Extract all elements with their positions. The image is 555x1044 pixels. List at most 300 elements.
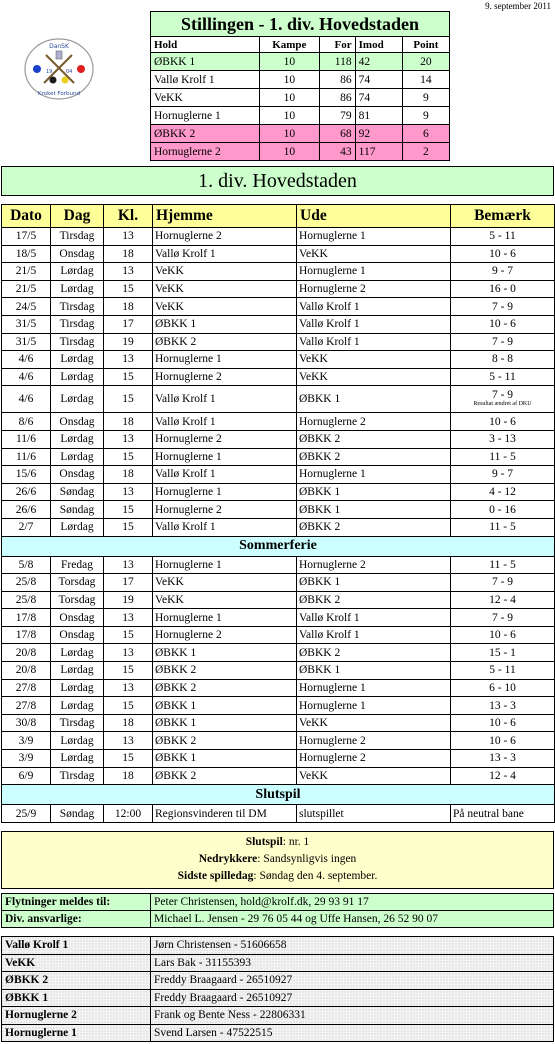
match-date: 11/6: [2, 448, 51, 466]
match-day: Lørdag: [51, 368, 104, 386]
match-result: 9 - 7: [451, 466, 555, 484]
standings-header-row: [151, 37, 450, 53]
match-home: ØBKK 1: [153, 697, 297, 715]
table-row: [2, 386, 555, 413]
match-time: 13: [104, 263, 153, 281]
match-away: ØBKK 1: [297, 501, 451, 519]
match-day: Lørdag: [51, 386, 104, 413]
contact-row: [2, 911, 554, 928]
match-date: 8/6: [2, 413, 51, 431]
match-time: 15: [104, 750, 153, 768]
match-date: 11/6: [2, 430, 51, 448]
match-result: 10 - 6: [451, 714, 555, 732]
match-result: 6 - 10: [451, 679, 555, 697]
match-time: 18: [104, 767, 153, 785]
info-sidste-value: : Søndag den 4. september.: [253, 870, 378, 882]
match-day: Tirsdag: [51, 714, 104, 732]
points-for: 118: [320, 53, 355, 71]
match-date: 20/8: [2, 644, 51, 662]
match-time: 15: [104, 501, 153, 519]
match-away: VeKK: [297, 351, 451, 369]
league-points: 9: [402, 89, 449, 107]
summer-break-label: Sommerferie: [2, 536, 555, 556]
match-away: ØBKK 1: [297, 574, 451, 592]
match-away: VeKK: [297, 245, 451, 263]
logo-year-right: 04: [66, 69, 73, 75]
match-home: Vallø Krolf 1: [153, 518, 297, 536]
logo-year-left: 19: [46, 69, 53, 75]
match-result: 7 - 9: [451, 574, 555, 592]
match-home: Hornuglerne 2: [153, 430, 297, 448]
logo-bottom-text: Kroket Forbund: [38, 91, 80, 97]
table-row: [2, 263, 555, 281]
team-contact: Lars Bak - 31155393: [151, 954, 554, 972]
match-home: VeKK: [153, 280, 297, 298]
table-row: [2, 591, 555, 609]
points-for: 86: [320, 71, 355, 89]
match-away: Hornuglerne 1: [297, 228, 451, 246]
match-away: Vallø Krolf 1: [297, 609, 451, 627]
logo-ball-blue: [33, 65, 41, 73]
match-day: Onsdag: [51, 466, 104, 484]
info-sidste-label: Sidste spilledag: [177, 870, 254, 882]
match-away: Vallø Krolf 1: [297, 315, 451, 333]
match-date: 5/8: [2, 556, 51, 574]
match-date: 27/8: [2, 679, 51, 697]
standings-row: [151, 53, 450, 71]
match-away: VeKK: [297, 368, 451, 386]
match-result: 7 - 9: [491, 389, 514, 402]
match-result: 11 - 5: [451, 448, 555, 466]
team-name: ØBKK 1: [2, 989, 151, 1007]
table-row: [2, 466, 555, 484]
table-row: [2, 574, 555, 592]
match-home: Hornuglerne 2: [153, 368, 297, 386]
match-result: 9 - 7: [451, 263, 555, 281]
match-note: På neutral bane: [451, 805, 555, 823]
match-date: 6/9: [2, 767, 51, 785]
match-result: 15 - 1: [451, 644, 555, 662]
match-away: ØBKK 1: [297, 386, 451, 413]
match-away: Hornuglerne 2: [297, 280, 451, 298]
standings-row: [151, 143, 450, 161]
match-day: Lørdag: [51, 430, 104, 448]
match-away: Hornuglerne 2: [297, 413, 451, 431]
standings-row: [151, 89, 450, 107]
match-home: ØBKK 2: [153, 767, 297, 785]
league-points: 20: [402, 53, 449, 71]
match-day: Lørdag: [51, 518, 104, 536]
contact-table: [1, 893, 554, 928]
team-name: Vallø Krolf 1: [151, 71, 260, 89]
match-date: 25/9: [2, 805, 51, 823]
match-date: 4/6: [2, 386, 51, 413]
match-result: 7 - 9: [451, 333, 555, 351]
info-slutspil-value: : nr. 1: [282, 836, 310, 848]
match-date: 24/5: [2, 298, 51, 316]
league-points: 9: [402, 107, 449, 125]
match-home: ØBKK 1: [153, 315, 297, 333]
match-home: Vallø Krolf 1: [153, 245, 297, 263]
header-point: Point: [402, 37, 449, 53]
points-against: 92: [355, 125, 402, 143]
standings-row: [151, 71, 450, 89]
standings-title: Stillingen - 1. div. Hovedstaden: [151, 12, 450, 37]
match-time: 15: [104, 280, 153, 298]
match-away: slutspillet: [297, 805, 451, 823]
match-result: 0 - 16: [451, 501, 555, 519]
match-day: Lørdag: [51, 697, 104, 715]
match-date: 17/8: [2, 609, 51, 627]
info-nedrykkere-label: Nedrykkere: [198, 853, 258, 865]
team-name: Vallø Krolf 1: [2, 937, 151, 955]
match-date: 17/5: [2, 228, 51, 246]
match-day: Tirsdag: [51, 298, 104, 316]
match-time: 15: [104, 448, 153, 466]
match-result: 11 - 5: [451, 518, 555, 536]
header-dato: Dato: [2, 205, 51, 228]
match-time: 13: [104, 430, 153, 448]
match-home: ØBKK 2: [153, 679, 297, 697]
header-for: For: [320, 37, 355, 53]
table-row: [2, 368, 555, 386]
team-contact: Freddy Braagaard - 26510927: [151, 989, 554, 1007]
match-day: Tirsdag: [51, 228, 104, 246]
table-row: [2, 315, 555, 333]
contact-label: Flytninger meldes til:: [2, 894, 151, 911]
match-away: ØBKK 1: [297, 483, 451, 501]
match-result: 11 - 5: [451, 556, 555, 574]
match-date: 4/6: [2, 368, 51, 386]
match-home: ØBKK 2: [153, 662, 297, 680]
match-day: Lørdag: [51, 448, 104, 466]
match-day: Onsdag: [51, 609, 104, 627]
info-sidste: [2, 868, 553, 885]
match-home: Hornuglerne 1: [153, 483, 297, 501]
schedule-table: [1, 204, 555, 823]
match-time: 19: [104, 333, 153, 351]
match-result: 10 - 6: [451, 413, 555, 431]
match-away: Hornuglerne 1: [297, 466, 451, 484]
match-result: 7 - 9: [451, 609, 555, 627]
table-row: [2, 679, 555, 697]
match-time: 15: [104, 518, 153, 536]
games-played: 10: [259, 143, 320, 161]
match-away: ØBKK 2: [297, 430, 451, 448]
match-date: 26/6: [2, 501, 51, 519]
match-date: 17/8: [2, 626, 51, 644]
points-against: 74: [355, 71, 402, 89]
match-home: ØBKK 1: [153, 644, 297, 662]
team-name: Hornuglerne 1: [2, 1024, 151, 1042]
match-time: 15: [104, 697, 153, 715]
standings-body: [151, 53, 450, 161]
match-away: ØBKK 2: [297, 591, 451, 609]
team-contact: Jørn Christensen - 51606658: [151, 937, 554, 955]
match-result: 4 - 12: [451, 483, 555, 501]
match-away: Hornuglerne 2: [297, 750, 451, 768]
match-date: 26/6: [2, 483, 51, 501]
match-result: 5 - 11: [451, 228, 555, 246]
team-contact-row: [2, 1007, 554, 1025]
match-away: Hornuglerne 2: [297, 556, 451, 574]
match-away: VeKK: [297, 714, 451, 732]
match-result: 13 - 3: [451, 750, 555, 768]
match-result: 8 - 8: [451, 351, 555, 369]
match-home: VeKK: [153, 591, 297, 609]
match-day: Lørdag: [51, 732, 104, 750]
league-points: 6: [402, 125, 449, 143]
schedule-part-3: [2, 556, 555, 785]
match-day: Lørdag: [51, 644, 104, 662]
match-result: 12 - 4: [451, 767, 555, 785]
playoff-match-row: [2, 805, 555, 823]
match-time: 18: [104, 298, 153, 316]
match-away: VeKK: [297, 767, 451, 785]
contact-row: [2, 894, 554, 911]
team-name: VeKK: [2, 954, 151, 972]
table-row: [2, 245, 555, 263]
logo-top-text: DanSK: [49, 43, 69, 50]
match-away: Vallø Krolf 1: [297, 626, 451, 644]
match-time: 15: [104, 386, 153, 413]
match-away: Vallø Krolf 1: [297, 298, 451, 316]
points-against: 74: [355, 89, 402, 107]
match-time: 17: [104, 574, 153, 592]
match-away: Vallø Krolf 1: [297, 333, 451, 351]
match-away: ØBKK 1: [297, 662, 451, 680]
match-day: Søndag: [51, 805, 104, 823]
match-away: Hornuglerne 1: [297, 679, 451, 697]
match-time: 13: [104, 644, 153, 662]
team-contact-row: [2, 937, 554, 955]
team-name: Hornuglerne 2: [151, 143, 260, 161]
summer-break-row: [2, 536, 555, 556]
table-row: [2, 750, 555, 768]
team-contact: Svend Larsen - 47522515: [151, 1024, 554, 1042]
table-row: [2, 333, 555, 351]
team-contact-row: [2, 972, 554, 990]
team-name: Hornuglerne 2: [2, 1007, 151, 1025]
header-bemaerk: Bemærk: [451, 205, 555, 228]
match-result: 12 - 4: [451, 591, 555, 609]
match-result-cell: [451, 386, 555, 413]
match-home: Vallø Krolf 1: [153, 413, 297, 431]
match-date: 18/5: [2, 245, 51, 263]
match-time: 18: [104, 714, 153, 732]
league-points: 14: [402, 71, 449, 89]
contact-value: Michael L. Jensen - 29 76 05 44 og Uffe Hansen, 26 52 90 07: [151, 911, 554, 928]
match-date: 2/7: [2, 518, 51, 536]
header-kampe: Kampe: [259, 37, 320, 53]
header-imod: Imod: [355, 37, 402, 53]
standings-row: [151, 107, 450, 125]
match-date: 21/5: [2, 263, 51, 281]
match-time: 19: [104, 591, 153, 609]
match-time: 13: [104, 351, 153, 369]
match-home: ØBKK 1: [153, 714, 297, 732]
match-day: Lørdag: [51, 662, 104, 680]
match-date: 25/8: [2, 591, 51, 609]
games-played: 10: [259, 89, 320, 107]
info-slutspil: [2, 834, 553, 851]
table-row: [2, 518, 555, 536]
table-row: [2, 697, 555, 715]
match-day: Lørdag: [51, 351, 104, 369]
match-away: Hornuglerne 1: [297, 263, 451, 281]
header-hjemme: Hjemme: [153, 205, 297, 228]
header-ude: Ude: [297, 205, 451, 228]
match-date: 31/5: [2, 333, 51, 351]
match-home: Regionsvinderen til DM: [153, 805, 297, 823]
match-date: 31/5: [2, 315, 51, 333]
match-time: 13: [104, 556, 153, 574]
table-row: [2, 298, 555, 316]
match-time: 17: [104, 315, 153, 333]
match-day: Søndag: [51, 501, 104, 519]
schedule-part-1: [2, 228, 555, 386]
match-home: Hornuglerne 1: [153, 556, 297, 574]
match-result: 10 - 6: [451, 732, 555, 750]
team-name: ØBKK 1: [151, 53, 260, 71]
team-contacts-body: [2, 937, 554, 1042]
match-date: 4/6: [2, 351, 51, 369]
match-away: ØBKK 2: [297, 644, 451, 662]
header-hold: Hold: [151, 37, 260, 53]
info-nedrykkere: [2, 851, 553, 868]
match-home: VeKK: [153, 298, 297, 316]
games-played: 10: [259, 71, 320, 89]
match-result: 3 - 13: [451, 430, 555, 448]
table-row: [2, 626, 555, 644]
points-for: 86: [320, 89, 355, 107]
match-time: 18: [104, 413, 153, 431]
match-date: 21/5: [2, 280, 51, 298]
match-away: Hornuglerne 2: [297, 732, 451, 750]
match-home: Hornuglerne 1: [153, 351, 297, 369]
games-played: 10: [259, 53, 320, 71]
table-row: [2, 644, 555, 662]
match-day: Lørdag: [51, 263, 104, 281]
match-date: 3/9: [2, 732, 51, 750]
match-date: 15/6: [2, 466, 51, 484]
table-row: [2, 609, 555, 627]
result-note: Resultat ændret af DKU: [473, 401, 532, 408]
standings-table: [150, 11, 450, 161]
playoff-row: [2, 785, 555, 805]
table-row: [2, 280, 555, 298]
table-row: [2, 351, 555, 369]
match-time: 12:00: [104, 805, 153, 823]
contact-label: Div. ansvarlige:: [2, 911, 151, 928]
contact-value: Peter Christensen, hold@krolf.dk, 29 93 91 17: [151, 894, 554, 911]
games-played: 10: [259, 107, 320, 125]
match-home: Vallø Krolf 1: [153, 386, 297, 413]
match-day: Torsdag: [51, 591, 104, 609]
match-time: 13: [104, 228, 153, 246]
table-row: [2, 430, 555, 448]
team-name: ØBKK 2: [2, 972, 151, 990]
match-date: 3/9: [2, 750, 51, 768]
match-home: ØBKK 2: [153, 732, 297, 750]
match-time: 13: [104, 732, 153, 750]
match-home: Hornuglerne 1: [153, 609, 297, 627]
document-date: 9. september 2011: [485, 1, 551, 11]
match-result: 5 - 11: [451, 368, 555, 386]
match-time: 15: [104, 368, 153, 386]
table-row: [2, 228, 555, 246]
federation-logo: [22, 37, 96, 101]
match-day: Lørdag: [51, 280, 104, 298]
info-nedrykkere-value: : Sandsynligvis ingen: [257, 853, 357, 865]
header-kl: Kl.: [104, 205, 153, 228]
points-for: 43: [320, 143, 355, 161]
table-row: [2, 501, 555, 519]
match-date: 20/8: [2, 662, 51, 680]
team-name: Hornuglerne 1: [151, 107, 260, 125]
match-result: 10 - 6: [451, 315, 555, 333]
team-name: VeKK: [151, 89, 260, 107]
match-date: 27/8: [2, 697, 51, 715]
season-info-box: [1, 831, 554, 889]
match-result: 5 - 11: [451, 662, 555, 680]
match-result: 13 - 3: [451, 697, 555, 715]
points-against: 81: [355, 107, 402, 125]
playoff-label: Slutspil: [2, 785, 555, 805]
match-day: Lørdag: [51, 750, 104, 768]
match-day: Torsdag: [51, 574, 104, 592]
logo-ball-red: [77, 65, 85, 73]
points-for: 79: [320, 107, 355, 125]
table-row: [2, 732, 555, 750]
team-contacts-table: [1, 936, 554, 1042]
info-slutspil-label: Slutspil: [245, 836, 283, 848]
team-contact: Frank og Bente Ness - 22806331: [151, 1007, 554, 1025]
team-name: ØBKK 2: [151, 125, 260, 143]
points-against: 42: [355, 53, 402, 71]
table-row: [2, 483, 555, 501]
match-home: ØBKK 1: [153, 750, 297, 768]
match-day: Søndag: [51, 483, 104, 501]
table-row: [2, 662, 555, 680]
match-home: Hornuglerne 2: [153, 228, 297, 246]
match-result: 10 - 6: [451, 245, 555, 263]
match-day: Fredag: [51, 556, 104, 574]
table-row: [2, 448, 555, 466]
match-home: Hornuglerne 2: [153, 501, 297, 519]
match-away: ØBKK 2: [297, 448, 451, 466]
header-dag: Dag: [51, 205, 104, 228]
league-points: 2: [402, 143, 449, 161]
points-for: 68: [320, 125, 355, 143]
match-home: ØBKK 2: [153, 333, 297, 351]
match-result: 7 - 9: [451, 298, 555, 316]
match-day: Onsdag: [51, 626, 104, 644]
match-time: 15: [104, 662, 153, 680]
match-day: Tirsdag: [51, 767, 104, 785]
match-away: ØBKK 2: [297, 518, 451, 536]
match-time: 18: [104, 466, 153, 484]
match-day: Onsdag: [51, 413, 104, 431]
schedule-header-row: [2, 205, 555, 228]
match-home: Hornuglerne 1: [153, 448, 297, 466]
match-away: Hornuglerne 1: [297, 697, 451, 715]
match-time: 13: [104, 609, 153, 627]
match-result: 16 - 0: [451, 280, 555, 298]
match-date: 25/8: [2, 574, 51, 592]
match-home: VeKK: [153, 263, 297, 281]
table-row: [2, 714, 555, 732]
